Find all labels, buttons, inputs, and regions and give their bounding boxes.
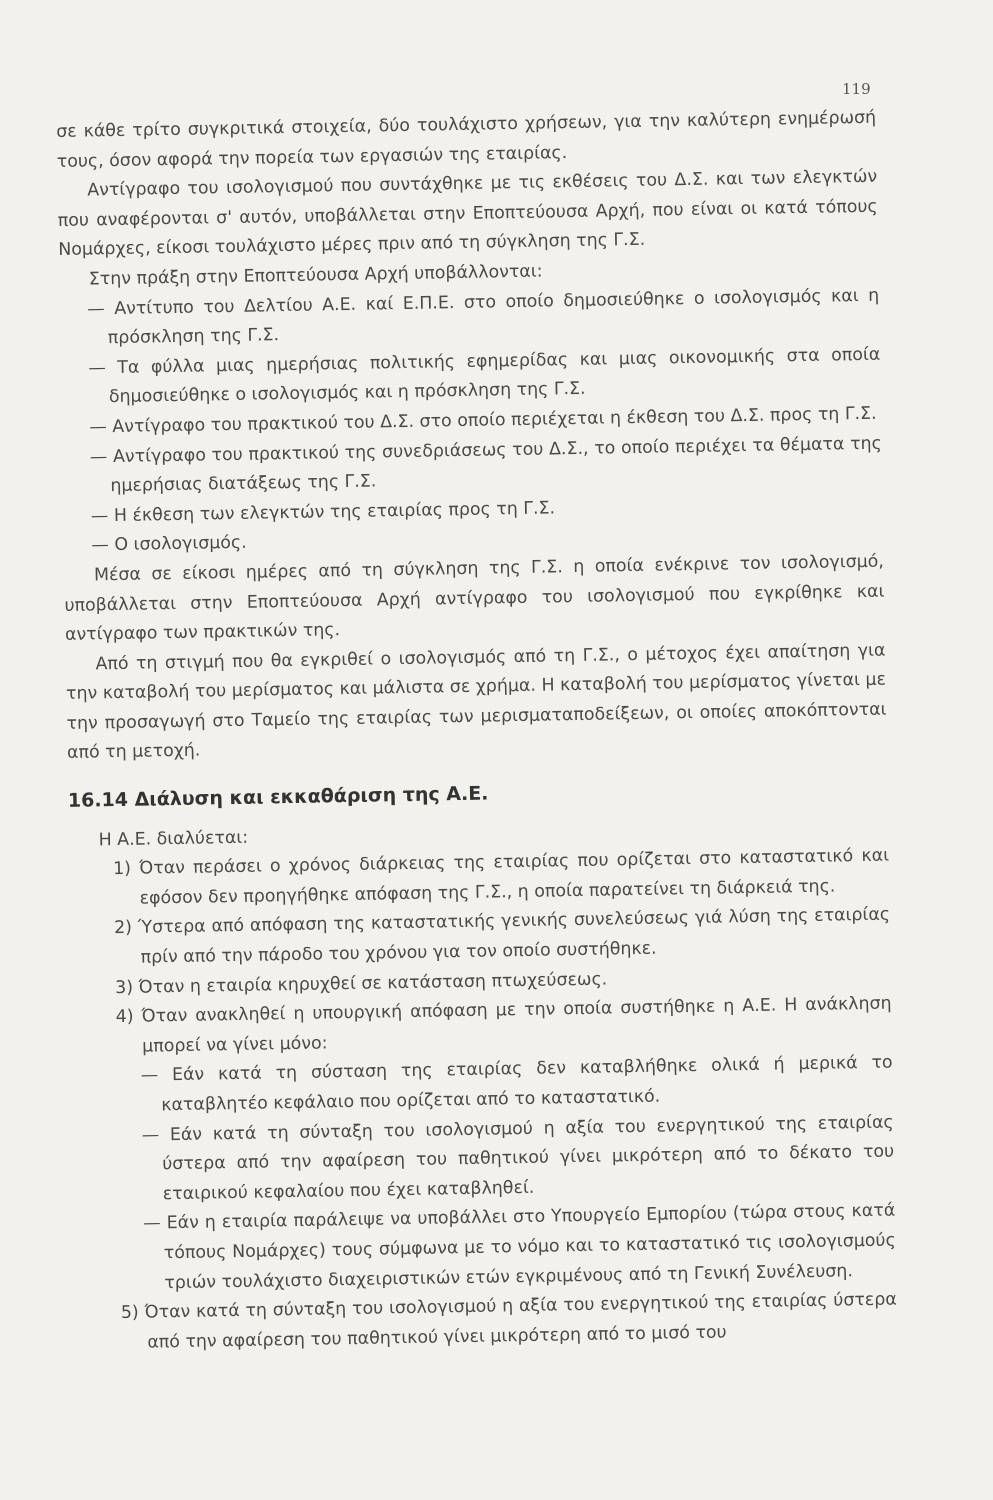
paragraph: Αντίγραφο του ισολογισμού που συντάχθηκε με τις εκθέσεις του Δ.Σ. και των ελεγκτών που αναφέρονται σ' αυτόν, υποβάλλεται στην Εποπτεύουσα Αρχή, που είναι οι κατά τόπους Νομάρχες, είκοσι τουλάχιστο μέρες πριν από τη σύγκληση της Γ.Σ.	[57, 166, 878, 261]
list-item: — Αντίγραφο του πρακτικού του Δ.Σ. στο οποίο περιέχεται η έκθεση του Δ.Σ. προς τη Γ.Σ.	[89, 403, 877, 438]
list-item: — Η έκθεση των ελεγκτών της εταιρίας προς τη Γ.Σ.	[90, 498, 556, 527]
paragraph: σε κάθε τρίτο συγκριτικά στοιχεία, δύο τουλάχιστο χρήσεων, για την καλύτερη ενημέρωσή τους, όσον αφορά την πορεία των εργασιών της εταιρίας.	[56, 107, 877, 172]
list-item: — Εάν κατά τη σύνταξη του ισολογισμού η αξία του ενεργητικού της εταιρίας ύστερα από την αφαίρεση του παθητικού γίνει μικρότερη από το δέκατο του εταιρικού κεφαλαίου που έχει καταβληθεί.	[141, 1112, 895, 1205]
numbered-item: 3) Όταν η εταιρία κηρυχθεί σε κατάσταση πτωχεύσεως.	[115, 969, 608, 998]
paragraph: Μέσα σε είκοσι ημέρες από τη σύγκληση της Γ.Σ. η οποία ενέκρινε τον ισολογισμό, υποβάλλεται στην Εποπτεύουσα Αρχή αντίγραφο του ισολογισμού που εγκρίθηκε και αντίγραφο των πρακτικών της.	[64, 551, 885, 646]
list-item: — Τα φύλλα μιας ημερήσιας πολιτικής εφημερίδας και μιας οικονομικής στα οποία δημοσιεύθηκε ο ισολογισμός και η πρόσκληση της Γ.Σ.	[88, 344, 881, 408]
list-item: — Αντίτυπο του Δελτίου Α.Ε. καί Ε.Π.Ε. στο οποίο δημοσιεύθηκε ο ισολογισμός και η πρόσκληση της Γ.Σ.	[87, 285, 880, 349]
paragraph: Από τη στιγμή που θα εγκριθεί ο ισολογισμός από τη Γ.Σ., ο μέτοχος έχει απαίτηση για την καταβολή του μερίσματος και μάλιστα σε χρήμα. Η καταβολή του μερίσματος γίνεται με την προσαγωγή στο Ταμείο της εταιρίας των μερισματαποδείξεων, οι οποίες αποκόπτονται από τη μετοχή.	[65, 640, 887, 764]
numbered-item: 2) Ύστερα από απόφαση της καταστατικής γενικής συνελεύσεως γιά λύση της εταιρίας πρίν από την πάροδο του χρόνου για τον οποίο συστήθηκε.	[113, 905, 891, 968]
paragraph: Στην πράξη στην Εποπτεύουσα Αρχή υποβάλλονται:	[88, 261, 543, 290]
list-item: — Εάν κατά τη σύσταση της εταιρίας δεν καταβλήθηκε ολικά ή μερικά το καταβλητέο κεφάλαιο που ορίζεται από το καταστατικό.	[140, 1052, 893, 1116]
list-item: — Εάν η εταιρία παράλειψε να υποβάλλει στο Υπουργείο Εμπορίου (τώρα στους κατά τόπους Νομάρχες) τους σύμφωνα με το νόμο και το καταστατικό τις ισολογισμούς τριών τουλάχιστο διαχειριστικών ετών εγκριμένους από τη Γενική Συνέλευση.	[143, 1200, 896, 1293]
section-heading: 16.14 Διάλυση και εκκαθάριση της Α.Ε.	[67, 782, 489, 812]
list-item: — Ο ισολογισμός.	[91, 533, 247, 556]
numbered-item: 5) Όταν κατά τη σύνταξη του ισολογισμού η αξία του ενεργητικού της εταιρίας ύστερα από την αφαίρεση του παθητικού γίνει μικρότερη από το μισό του	[120, 1289, 897, 1353]
page-number: 119	[842, 80, 871, 98]
paragraph: Η Α.Ε. διαλύεται:	[98, 827, 249, 851]
list-item: — Αντίγραφο του πρακτικού της συνεδριάσεως του Δ.Σ., το οποίο περιέχει τα θέματα της ημερήσιας διατάξεως της Γ.Σ.	[89, 433, 882, 497]
numbered-item: 4) Όταν ανακληθεί η υπουργική απόφαση με την οποία συστήθηκε η Α.Ε. Η ανάκληση μπορεί να γίνει μόνο:	[115, 993, 892, 1057]
page-body	[56, 104, 898, 1359]
numbered-item: 1) Όταν περάσει ο χρόνος διάρκειας της εταιρίας που ορίζεται στο καταστατικό και εφόσον δεν προηγήθηκε απόφαση της Γ.Σ., η οποία παρατείνει τη διάρκειά της.	[112, 845, 890, 909]
